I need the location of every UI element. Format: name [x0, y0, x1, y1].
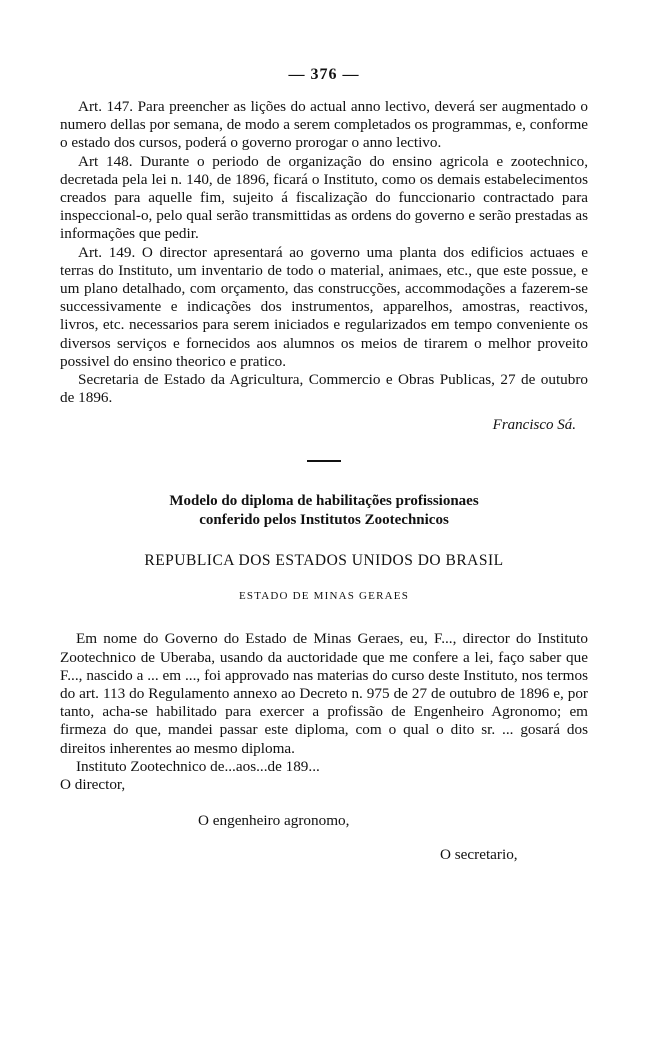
document-page — [60, 66, 588, 864]
engineer-line: O engenheiro agronomo, — [198, 812, 350, 830]
secretaria-dateline: Secretaria de Estado da Agricultura, Commercio e Obras Publicas, 27 de outubro de 1896. — [60, 371, 588, 407]
page-number: — 376 — — [288, 66, 360, 83]
director-line: O director, — [60, 776, 126, 794]
republic-heading: REPUBLICA DOS ESTADOS UNIDOS DO BRASIL — [144, 552, 504, 570]
model-title-line2: conferido pelos Institutos Zootechnicos — [199, 512, 449, 529]
article-148: Art 148. Durante o periodo de organização do ensino agricola e zootechnico, decretada pela lei n. 140, de 1896, ficará o Instituto, como os demais estabelecimentos creados para aquelle fim, sujeito á fiscalização do funccionario contractado para inspeccional-o, pelo qual serão transmittidas as ordens do governo e serão prestadas as informações que pedir. — [60, 152, 588, 243]
institute-line: Instituto Zootechnico de...aos...de 189... — [76, 757, 320, 775]
state-heading: ESTADO DE MINAS GERAES — [238, 590, 410, 603]
diploma-text: Em nome do Governo do Estado de Minas Geraes, eu, F..., director do Instituto Zootechnico de Uberaba, usando da auctoridade que me confere a lei, faço saber que F..., nascido a ... em ..., foi approvado nas materias do curso deste Instituto, nos termos do art. 113 do Regulamento annexo ao Decreto n. 975 de 27 de outubro de 1896 e, por tanto, acha-se habilitado para exercer a profissão de Engenheiro Agronomo; em firmeza do que, mandei passar este diploma, com o qual o dito sr. ... gosará dos direitos inherentes ao mesmo diploma. — [60, 630, 588, 757]
model-title-line1: Modelo do diploma de habilitações profissionaes — [169, 493, 479, 510]
article-149: Art. 149. O director apresentará ao governo uma planta dos edificios actuaes e terras do Instituto, um inventario de todo o material, animaes, etc., que este possue, e um plano detalhado, com orçamento, das construcções, accommodações a fazerem-se successivamente e indicações dos instrumentos, apparelhos, amostras, reactivos, livros, etc. necessarios para serem iniciados e regularizados em tempo conveniente os diversos serviços e fornecidos aos alumnos os meios de tirarem o melhor proveito possivel do ensino theorico e pratico. — [60, 243, 588, 370]
section-divider — [307, 460, 341, 462]
article-147: Art. 147. Para preencher as lições do actual anno lectivo, deverá ser augmentado o numero dellas por semana, de modo a serem completados os programmas, e, conforme o estado dos cursos, poderá o governo prorogar o anno lectivo. — [60, 98, 588, 152]
secretary-line: O secretario, — [440, 846, 518, 864]
signature-francisco-sa: Francisco Sá. — [492, 417, 576, 434]
